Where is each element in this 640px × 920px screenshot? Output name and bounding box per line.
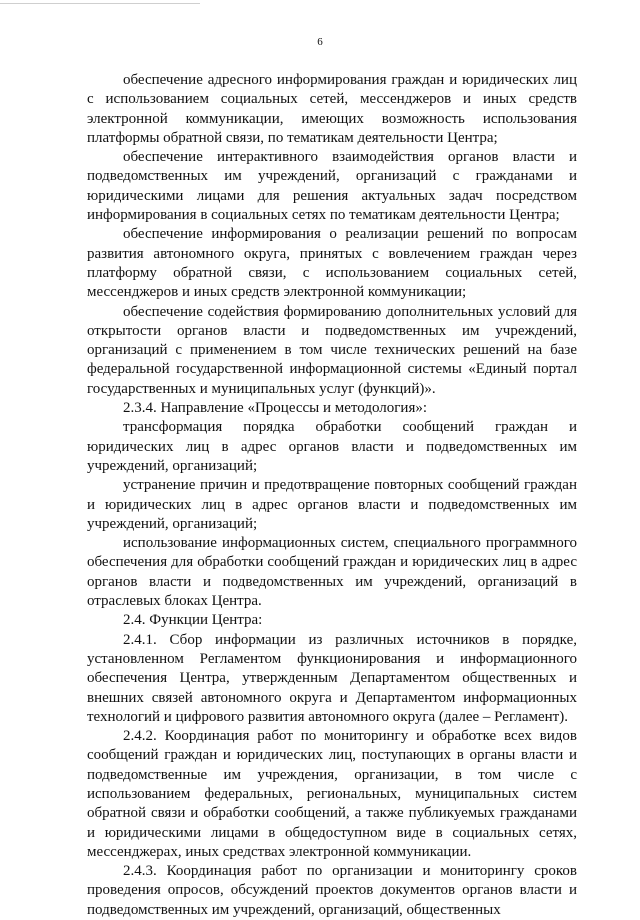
paragraph-2-4-1: 2.4.1. Сбор информации из различных источников в порядке, установленном Регламентом функционирования и информационного обеспечения Центра, утвержденным Департаментом общественных и внешних связей автономного округа и Департаментом информационных технологий и цифрового развития автономного округа (далее – Регламент). — [87, 631, 577, 725]
section-heading-2-4: 2.4. Функции Центра: — [123, 612, 263, 629]
paragraph-8: использование информационных систем, специального программного обеспечения для обработки сообщений граждан и юридических лиц в адрес органов власти и подведомственных им учреждений, организаций в отраслевых блоках Центра. — [87, 535, 577, 610]
paragraph-2-4-3: 2.4.3. Координация работ по организации и мониторингу сроков проведения опросов, обсуждений проектов документов органов власти и подведомственных им учреждений, организаций, общественных — [87, 863, 577, 918]
document-body — [87, 71, 577, 920]
paragraph-1: обеспечение адресного информирования граждан и юридических лиц с использованием социальных сетей, мессенджеров и иных средств электронной коммуникации, имеющих возможность использования платформы обратной связи, по тематикам деятельности Центра; — [87, 72, 577, 146]
section-heading-2-3-4: 2.3.4. Направление «Процессы и методология»: — [123, 400, 428, 417]
paragraph-2-4-2: 2.4.2. Координация работ по мониторингу и обработке всех видов сообщений граждан и юридических лиц, поступающих в органы власти и подведомственные им учреждения, организации, в том числе с использованием федеральных, региональных, муниципальных систем обратной связи и обработки сообщений, а также публикуемых гражданами и юридическими лицами в общедоступном виде в социальных сетях, мессенджерах, иных средствах электронной коммуникации. — [87, 728, 577, 860]
page-number: 6 — [317, 36, 323, 48]
paragraph-4: обеспечение содействия формированию дополнительных условий для открытости органов власти и подведомственных им учреждений, организаций с применением в том числе технических решений на базе федеральной государственной информационной системы «Единый портал государственных и муниципальных услуг (функций)». — [87, 303, 577, 397]
paragraph-2: обеспечение интерактивного взаимодействия органов власти и подведомственных им учреждений, организаций с гражданами и юридическими лицами для решения актуальных задач посредством информирования в социальных сетях по тематикам деятельности Центра; — [87, 149, 577, 224]
scan-edge-line — [0, 3, 200, 4]
paragraph-7: устранение причин и предотвращение повторных сообщений граждан и юридических лиц в адрес органов власти и подведомственных им учреждений, организаций; — [87, 477, 577, 532]
paragraph-6: трансформация порядка обработки сообщений граждан и юридических лиц в адрес органов власти и подведомственных им учреждений, организаций; — [87, 419, 577, 474]
paragraph-3: обеспечение информирования о реализации решений по вопросам развития автономного округа, принятых с вовлечением граждан через платформу обратной связи, с использованием социальных сетей, мессенджеров и иных средств электронной коммуникации; — [87, 226, 577, 301]
